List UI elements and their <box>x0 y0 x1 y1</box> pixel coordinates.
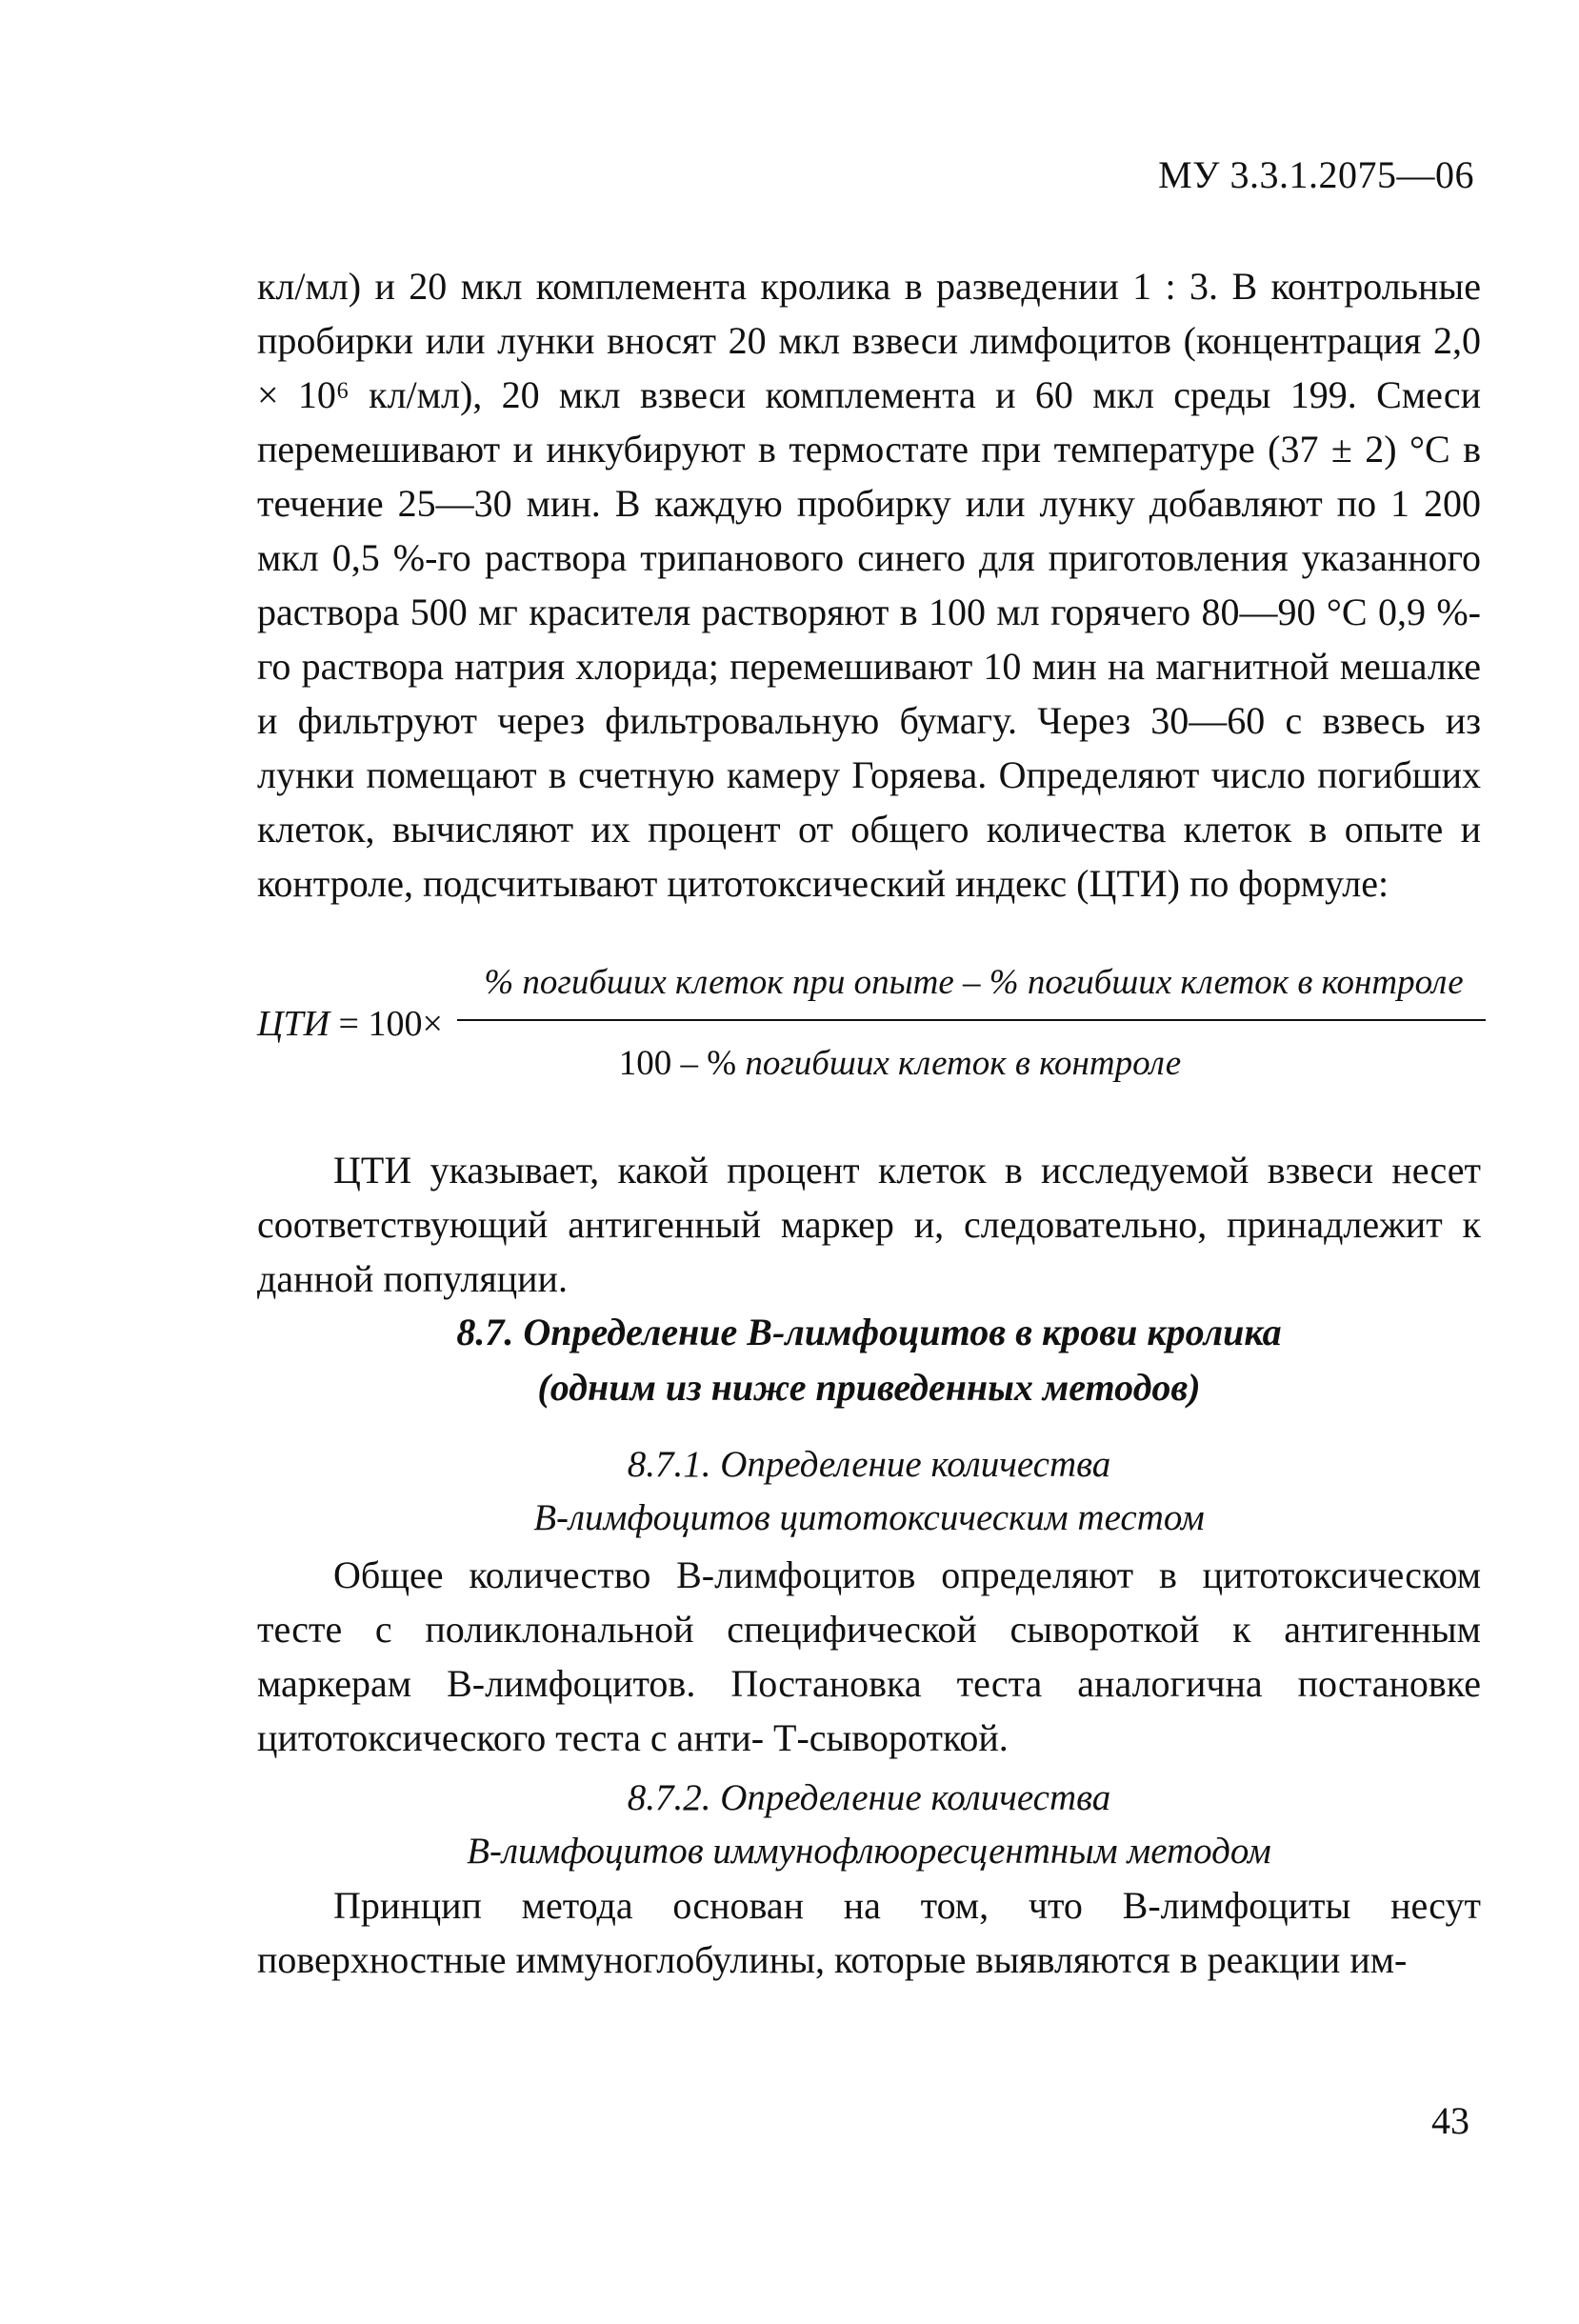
subsection-heading-8-7-2-line2: В-лимфоцитов иммунофлюоресцентным методом <box>467 1831 1271 1872</box>
formula-denominator <box>457 1043 1486 1084</box>
paragraph-cti-meaning: ЦТИ указывает, какой процент клеток в исследуемой взвеси несет соответствующий антигенный маркер и, следовательно, принадлежит к данной популяции. <box>257 1149 1481 1300</box>
formula-lhs <box>257 1003 443 1045</box>
formula-denominator-text: погибших клеток в контроле <box>745 1044 1182 1083</box>
formula-denominator-prefix: 100 – % <box>618 1044 746 1083</box>
formula-fraction-bar <box>457 1019 1486 1021</box>
formula-multiplier: = 100× <box>330 1004 443 1044</box>
paragraph-method-continuation: кл/мл) и 20 мкл комплемента кролика в разведении 1 : 3. В контрольные пробирки или лунки вносят 20 мкл взвеси лимфоцитов (концентрация 2,0 × 10⁶ кл/мл), 20 мкл взвеси комплемента и 60 мкл среды 199. Смеси перемешивают и инкубируют в термостате при температуре (37 ± 2) °С в течение 25—30 мин. В каждую пробирку или лунку добавляют по 1 200 мкл 0,5 %-го раствора трипанового синего для приготовления указанного раствора 500 мг красителя растворяют в 100 мл горячего 80—90 °С 0,9 %-го раствора натрия хлорида; перемешивают 10 мин на магнитной мешалке и фильтруют через фильтровальную бумагу. Через 30—60 с взвесь из лунки помещают в счетную камеру Горяева. Определяют число погибших клеток, вычисляют их процент от общего количества клеток в опыте и контроле, подсчитывают цитотоксический индекс (ЦТИ) по формуле: <box>257 265 1481 905</box>
paragraph-cytotoxic-test: Общее количество В-лимфоцитов определяют в цитотоксическом тесте с поликлональной специфической сывороткой к антигенным маркерам В-лимфоцитов. Постановка теста аналогична постановке цитотоксического теста с анти- Т-сывороткой. <box>257 1553 1481 1759</box>
formula-symbol-cti: ЦТИ <box>257 1004 330 1044</box>
cti-formula <box>257 962 1486 1105</box>
section-heading-8-7-line2: (одним из ниже приведенных методов) <box>537 1366 1201 1409</box>
formula-numerator: % погибших клеток при опыте – % погибших клеток в контроле <box>484 963 1464 1002</box>
section-heading-8-7 <box>257 1305 1481 1415</box>
paragraph-immunofluorescence: Принцип метода основан на том, что В-лимфоциты несут поверхностные иммуноглобулины, которые выявляются в реакции им- <box>257 1884 1481 1981</box>
page-number: 43 <box>1431 2099 1469 2142</box>
subsection-heading-8-7-2-line1: 8.7.2. Определение количества <box>627 1777 1111 1818</box>
section-heading-8-7-line1: 8.7. Определение В-лимфоцитов в крови кролика <box>456 1311 1282 1353</box>
subsection-heading-8-7-1-line1: 8.7.1. Определение количества <box>627 1444 1111 1485</box>
subsection-heading-8-7-1-line2: В-лимфоцитов цитотоксическим тестом <box>533 1497 1205 1538</box>
subsection-heading-8-7-2 <box>257 1772 1481 1878</box>
document-code-header: МУ 3.3.1.2075—06 <box>1158 153 1474 196</box>
subsection-heading-8-7-1 <box>257 1438 1481 1545</box>
